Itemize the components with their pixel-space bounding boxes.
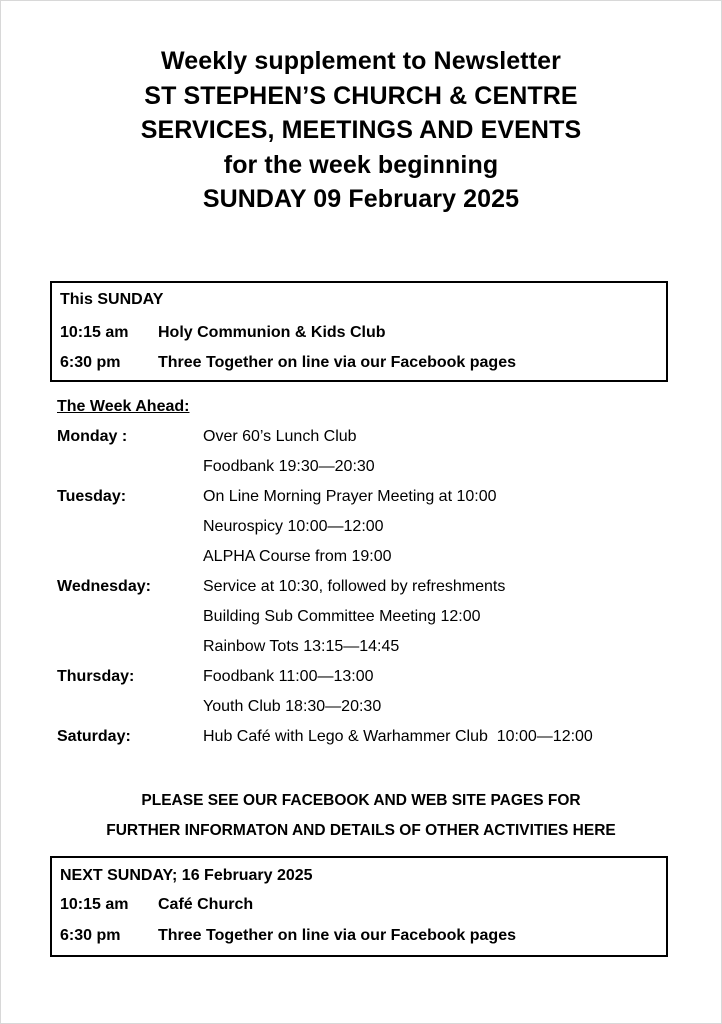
schedule-row bbox=[57, 576, 697, 606]
facebook-notice bbox=[0, 786, 722, 846]
schedule-row bbox=[57, 696, 697, 726]
header-line: for the week beginning bbox=[223, 150, 499, 179]
schedule-day: Tuesday: bbox=[57, 488, 127, 505]
service-row bbox=[60, 927, 516, 945]
schedule-event: Building Sub Committee Meeting 12:00 bbox=[203, 608, 481, 625]
this-sunday-title: This SUNDAY bbox=[60, 291, 164, 308]
schedule-event: Rainbow Tots 13:15—14:45 bbox=[203, 638, 400, 655]
service-event: Café Church bbox=[158, 896, 254, 913]
week-ahead-title: The Week Ahead: bbox=[57, 398, 190, 415]
schedule-row bbox=[57, 516, 697, 546]
schedule-row bbox=[57, 636, 697, 666]
notice-line: FURTHER INFORMATON AND DETAILS OF OTHER ACTIVITIES HERE bbox=[106, 822, 616, 839]
service-time: 6:30 pm bbox=[60, 354, 121, 371]
schedule-row bbox=[57, 486, 697, 516]
service-event: Holy Communion & Kids Club bbox=[158, 324, 386, 341]
schedule-day: Wednesday: bbox=[57, 578, 151, 595]
service-time: 10:15 am bbox=[60, 896, 129, 913]
header-line: ST STEPHEN’S CHURCH & CENTRE bbox=[144, 81, 578, 110]
schedule-day: Monday : bbox=[57, 428, 128, 445]
newsletter-header bbox=[0, 44, 722, 217]
service-row bbox=[60, 324, 386, 342]
schedule-event: Youth Club 18:30—20:30 bbox=[203, 698, 382, 715]
schedule-event: On Line Morning Prayer Meeting at 10:00 bbox=[203, 488, 497, 505]
this-sunday-box bbox=[50, 281, 668, 382]
schedule-row bbox=[57, 606, 697, 636]
schedule-row bbox=[57, 426, 697, 456]
service-event: Three Together on line via our Facebook pages bbox=[158, 927, 516, 944]
schedule-event: Service at 10:30, followed by refreshments bbox=[203, 578, 506, 595]
schedule-row bbox=[57, 666, 697, 696]
header-line: Weekly supplement to Newsletter bbox=[161, 47, 561, 75]
next-sunday-title: NEXT SUNDAY; 16 February 2025 bbox=[60, 867, 313, 884]
service-time: 6:30 pm bbox=[60, 927, 121, 944]
schedule-row bbox=[57, 456, 697, 486]
schedule-day: Saturday: bbox=[57, 728, 131, 745]
service-event: Three Together on line via our Facebook pages bbox=[158, 354, 516, 371]
schedule-row bbox=[57, 726, 697, 756]
schedule-event: Foodbank 11:00—13:00 bbox=[203, 668, 374, 685]
service-row bbox=[60, 354, 516, 372]
schedule-event: Foodbank 19:30—20:30 bbox=[203, 458, 375, 475]
schedule-event: Hub Café with Lego & Warhammer Club 10:00—12:00 bbox=[203, 728, 593, 745]
service-time: 10:15 am bbox=[60, 324, 129, 341]
header-line: SERVICES, MEETINGS AND EVENTS bbox=[140, 116, 582, 144]
service-row bbox=[60, 896, 253, 914]
next-sunday-box bbox=[50, 856, 668, 957]
schedule-event: Neurospicy 10:00—12:00 bbox=[203, 518, 384, 535]
header-line: SUNDAY 09 February 2025 bbox=[202, 185, 520, 213]
schedule-event: ALPHA Course from 19:00 bbox=[203, 548, 392, 565]
week-ahead-schedule bbox=[57, 426, 697, 756]
schedule-event: Over 60’s Lunch Club bbox=[203, 428, 357, 445]
schedule-row bbox=[57, 546, 697, 576]
notice-line: PLEASE SEE OUR FACEBOOK AND WEB SITE PAGES FOR bbox=[141, 792, 581, 809]
schedule-day: Thursday: bbox=[57, 668, 135, 685]
